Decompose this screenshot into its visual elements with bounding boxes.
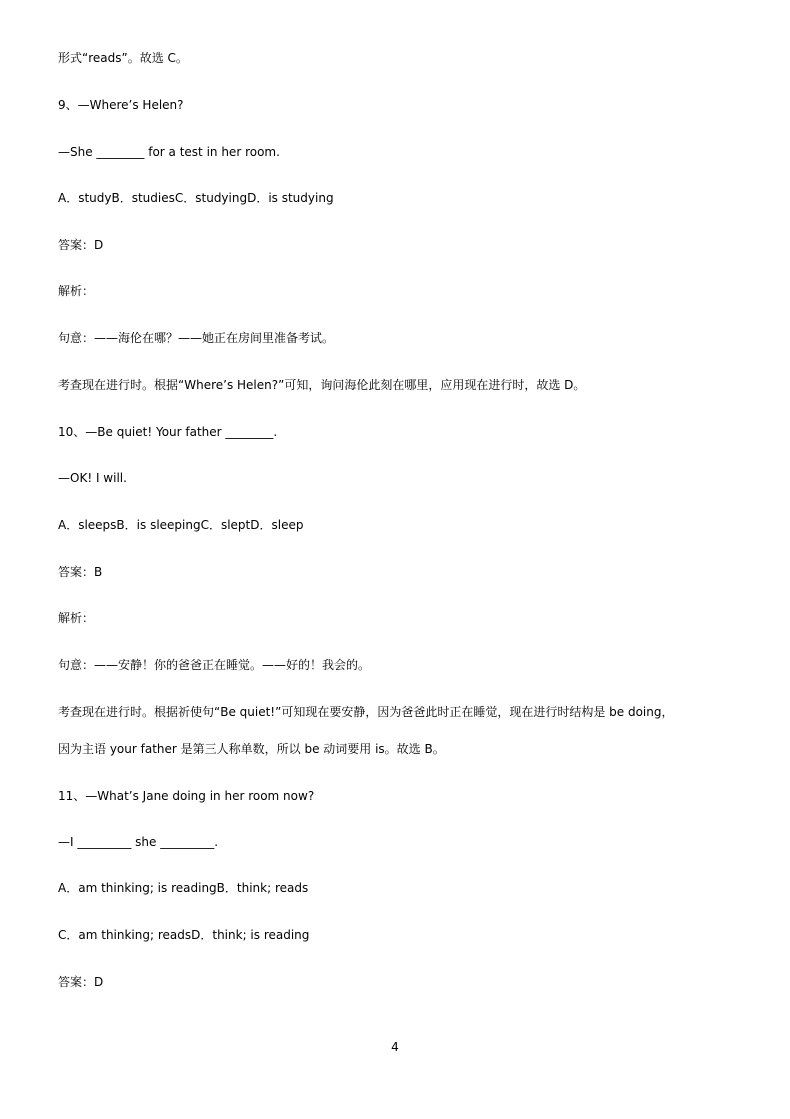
question-10-answer: 答案：B [58,565,103,579]
question-10-meaning: 句意：——安静！你的爸爸正在睡觉。——好的！我会的。 [58,658,371,672]
question-11-prompt: 11、—What’s Jane doing in her room now? [58,789,315,803]
explanation-text: 形式“reads”。故选 C。 [58,51,188,65]
question-9-answer: 答案：D [58,238,104,252]
question-10-explanation-2: 因为主语 your father 是第三人称单数，所以 be 动词要用 is。故选 B。 [58,742,445,756]
question-10-options: A．sleepsB．is sleepingC．sleptD．sleep [58,518,304,532]
question-11-answer: 答案：D [58,975,104,989]
question-11-options-1: A．am thinking; is readingB．think; reads [58,881,309,895]
question-10-prompt: 10、—Be quiet! Your father ________. [58,425,278,439]
question-9-analysis-label: 解析： [58,284,95,298]
question-11-options-2: C．am thinking; readsD．think; is reading [58,928,310,942]
question-10-analysis-label: 解析： [58,611,95,625]
question-10-explanation-1: 考查现在进行时。根据祈使句“Be quiet!”可知现在要安静，因为爸爸此时正在睡觉，现在进行时结构是 be doing， [58,705,674,719]
question-9-options: A．studyB．studiesC．studyingD．is studying [58,191,334,205]
question-9-blank: —She ________ for a test in her room. [58,145,280,159]
question-11-blank: —I _________ she _________. [58,835,219,849]
question-9-prompt: 9、—Where’s Helen? [58,98,184,112]
question-10-reply: —OK! I will. [58,471,127,485]
question-9-meaning: 句意：——海伦在哪？——她正在房间里准备考试。 [58,331,335,345]
page-number: 4 [391,1040,399,1054]
question-9-explanation: 考查现在进行时。根据“Where’s Helen?”可知，询问海伦此刻在哪里，应用现在进行时，故选 D。 [58,378,586,392]
